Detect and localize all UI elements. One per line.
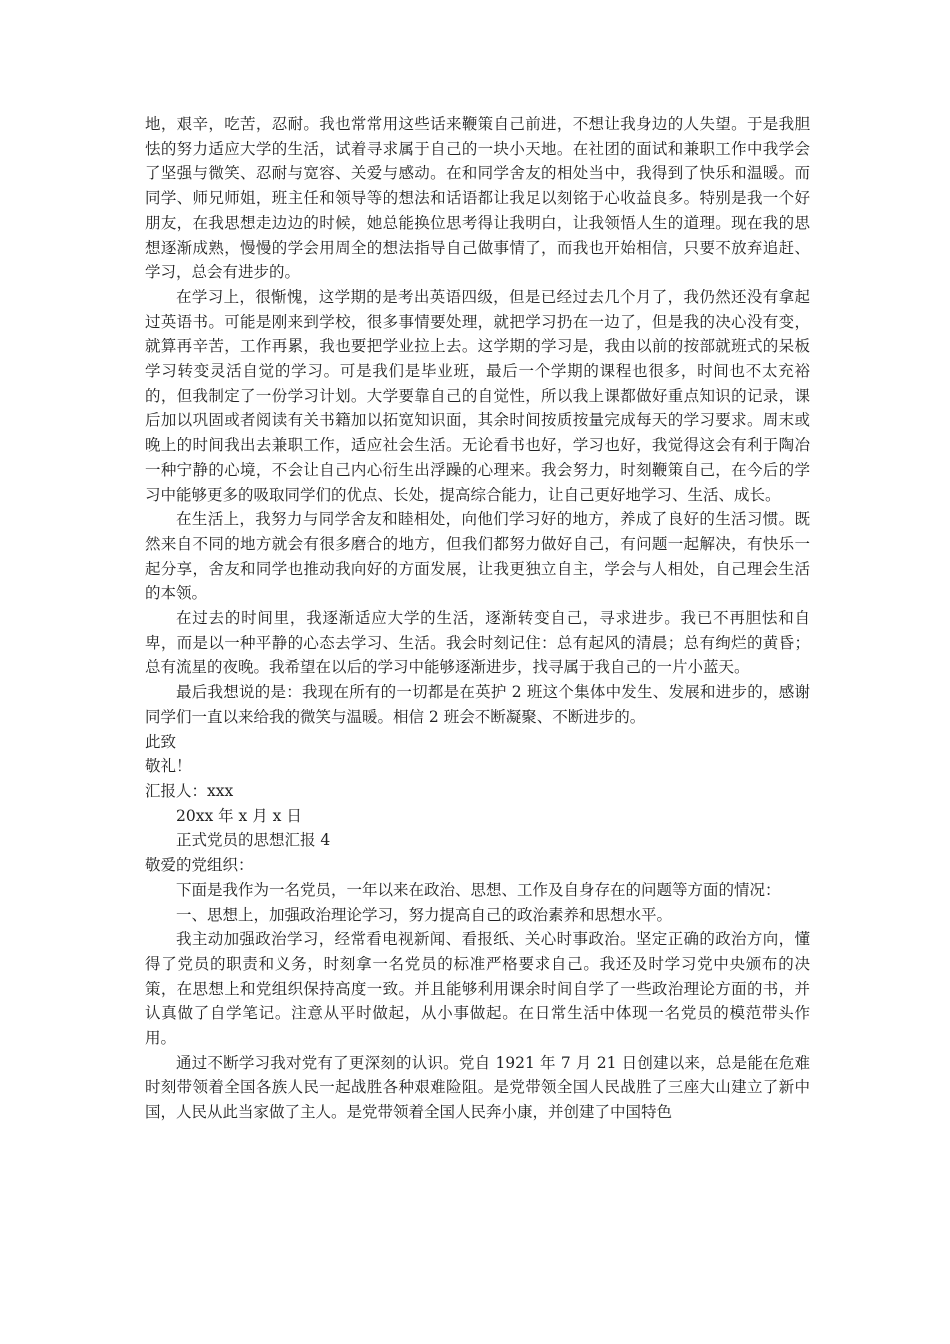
paragraph-closing-thanks: 最后我想说的是：我现在所有的一切都是在英护 2 班这个集体中发生、发展和进步的，感谢同学们一直以来给我的微笑与温暖。相信 2 班会不断凝聚、不断进步的。: [145, 683, 810, 726]
paragraph-political-study: 我主动加强政治学习，经常看电视新闻、看报纸、关心时事政治。坚定正确的政治方向，懂得了党员的职责和义务，时刻拿一名党员的标准严格要求自己。我还及时学习党中央颁布的决策，在思想上和党组织保持高度一致。并且能够利用课余时间自学了一些政治理论方面的书，并认真做了自学笔记。注意从平时做起，从小事做起。在日常生活中体现一名党员的模范带头作用。: [145, 930, 810, 1048]
paragraph-intro: 下面是我作为一名党员，一年以来在政治、思想、工作及自身存在的问题等方面的情况：: [176, 880, 781, 899]
letter-greeting: 敬爱的党组织：: [145, 856, 254, 875]
reporter-signature: 汇报人：xxx: [145, 781, 234, 800]
closing-respect: 敬礼！: [145, 757, 192, 776]
paragraph-progress: 在过去的时间里，我逐渐适应大学的生活，逐渐转变自己，寻求进步。我已不再胆怯和自卑，而是以一种平静的心态去学习、生活。我会时刻记住：总有起风的清晨；总有绚烂的黄昏；总有流星的夜晚。我希望在以后的学习中能够逐渐进步，找寻属于我自己的一片小蓝天。: [145, 609, 810, 677]
section-title: 正式党员的思想汇报 4: [176, 831, 331, 850]
paragraph-party-history: 通过不断学习我对党有了更深刻的认识。党自 1921 年 7 月 21 日创建以来，总是能在危难时刻带领着全国各族人民一起战胜各种艰难险阻。是党带领全国人民战胜了三座大山建立了新中国，人民从此当家做了主人。是党带领着全国人民奔小康，并创建了中国特色: [145, 1053, 810, 1122]
report-date: 20xx 年 x 月 x 日: [176, 806, 302, 825]
section-heading-thought: 一、思想上，加强政治理论学习，努力提高自己的政治素养和思想水平。: [176, 905, 673, 924]
paragraph-letter-continuation: 地，艰辛，吃苦，忍耐。我也常常用这些话来鞭策自己前进，不想让我身边的人失望。于是我胆怯的努力适应大学的生活，试着寻求属于自己的一块小天地。在社团的面试和兼职工作中我学会了坚强与微笑、忍耐与宽容、关爱与感动。在和同学舍友的相处当中，我得到了快乐和温暖。而同学、师兄师姐，班主任和领导等的想法和话语都让我足以刻铭于心收益良多。特别是我一个好朋友，在我思想走边边的时候，她总能换位思考得让我明白，让我领悟人生的道理。现在我的思想逐渐成熟，慢慢的学会用周全的想法指导自己做事情了，而我也开始相信，只要不放弃追赶、学习，总会有进步的。: [145, 115, 810, 282]
paragraph-life: 在生活上，我努力与同学舍友和睦相处，向他们学习好的地方，养成了良好的生活习惯。既然来自不同的地方就会有很多磨合的地方，但我们都努力做好自己，有问题一起解决，有快乐一起分享，舍友和同学也推动我向好的方面发展，让我更独立自主，学会与人相处，自己理会生活的本领。: [145, 510, 810, 603]
document-page: [145, 112, 810, 1125]
closing-salutation: 此致: [145, 732, 177, 751]
paragraph-study: 在学习上，很惭愧，这学期的是考出英语四级，但是已经过去几个月了，我仍然还没有拿起过英语书。可能是刚来到学校，很多事情要处理，就把学习扔在一边了，但是我的决心没有变，就算再辛苦，工作再累，我也要把学业拉上去。这学期的学习是，我由以前的按部就班式的呆板学习转变灵活自觉的学习。可是我们是毕业班，最后一个学期的课程也很多，时间也不太充裕的，但我制定了一份学习计划。大学要靠自己的自觉性，所以我上课都做好重点知识的记录，课后加以巩固或者阅读有关书籍加以拓宽知识面，其余时间按质按量完成每天的学习要求。周末或晚上的时间我出去兼职工作，适应社会生活。无论看书也好，学习也好，我觉得这会有利于陶冶一种宁静的心境，不会让自己内心衍生出浮躁的心理来。我会努力，时刻鞭策自己，在今后的学习中能够更多的吸取同学们的优点、长处，提高综合能力，让自己更好地学习、生活、成长。: [145, 287, 810, 504]
